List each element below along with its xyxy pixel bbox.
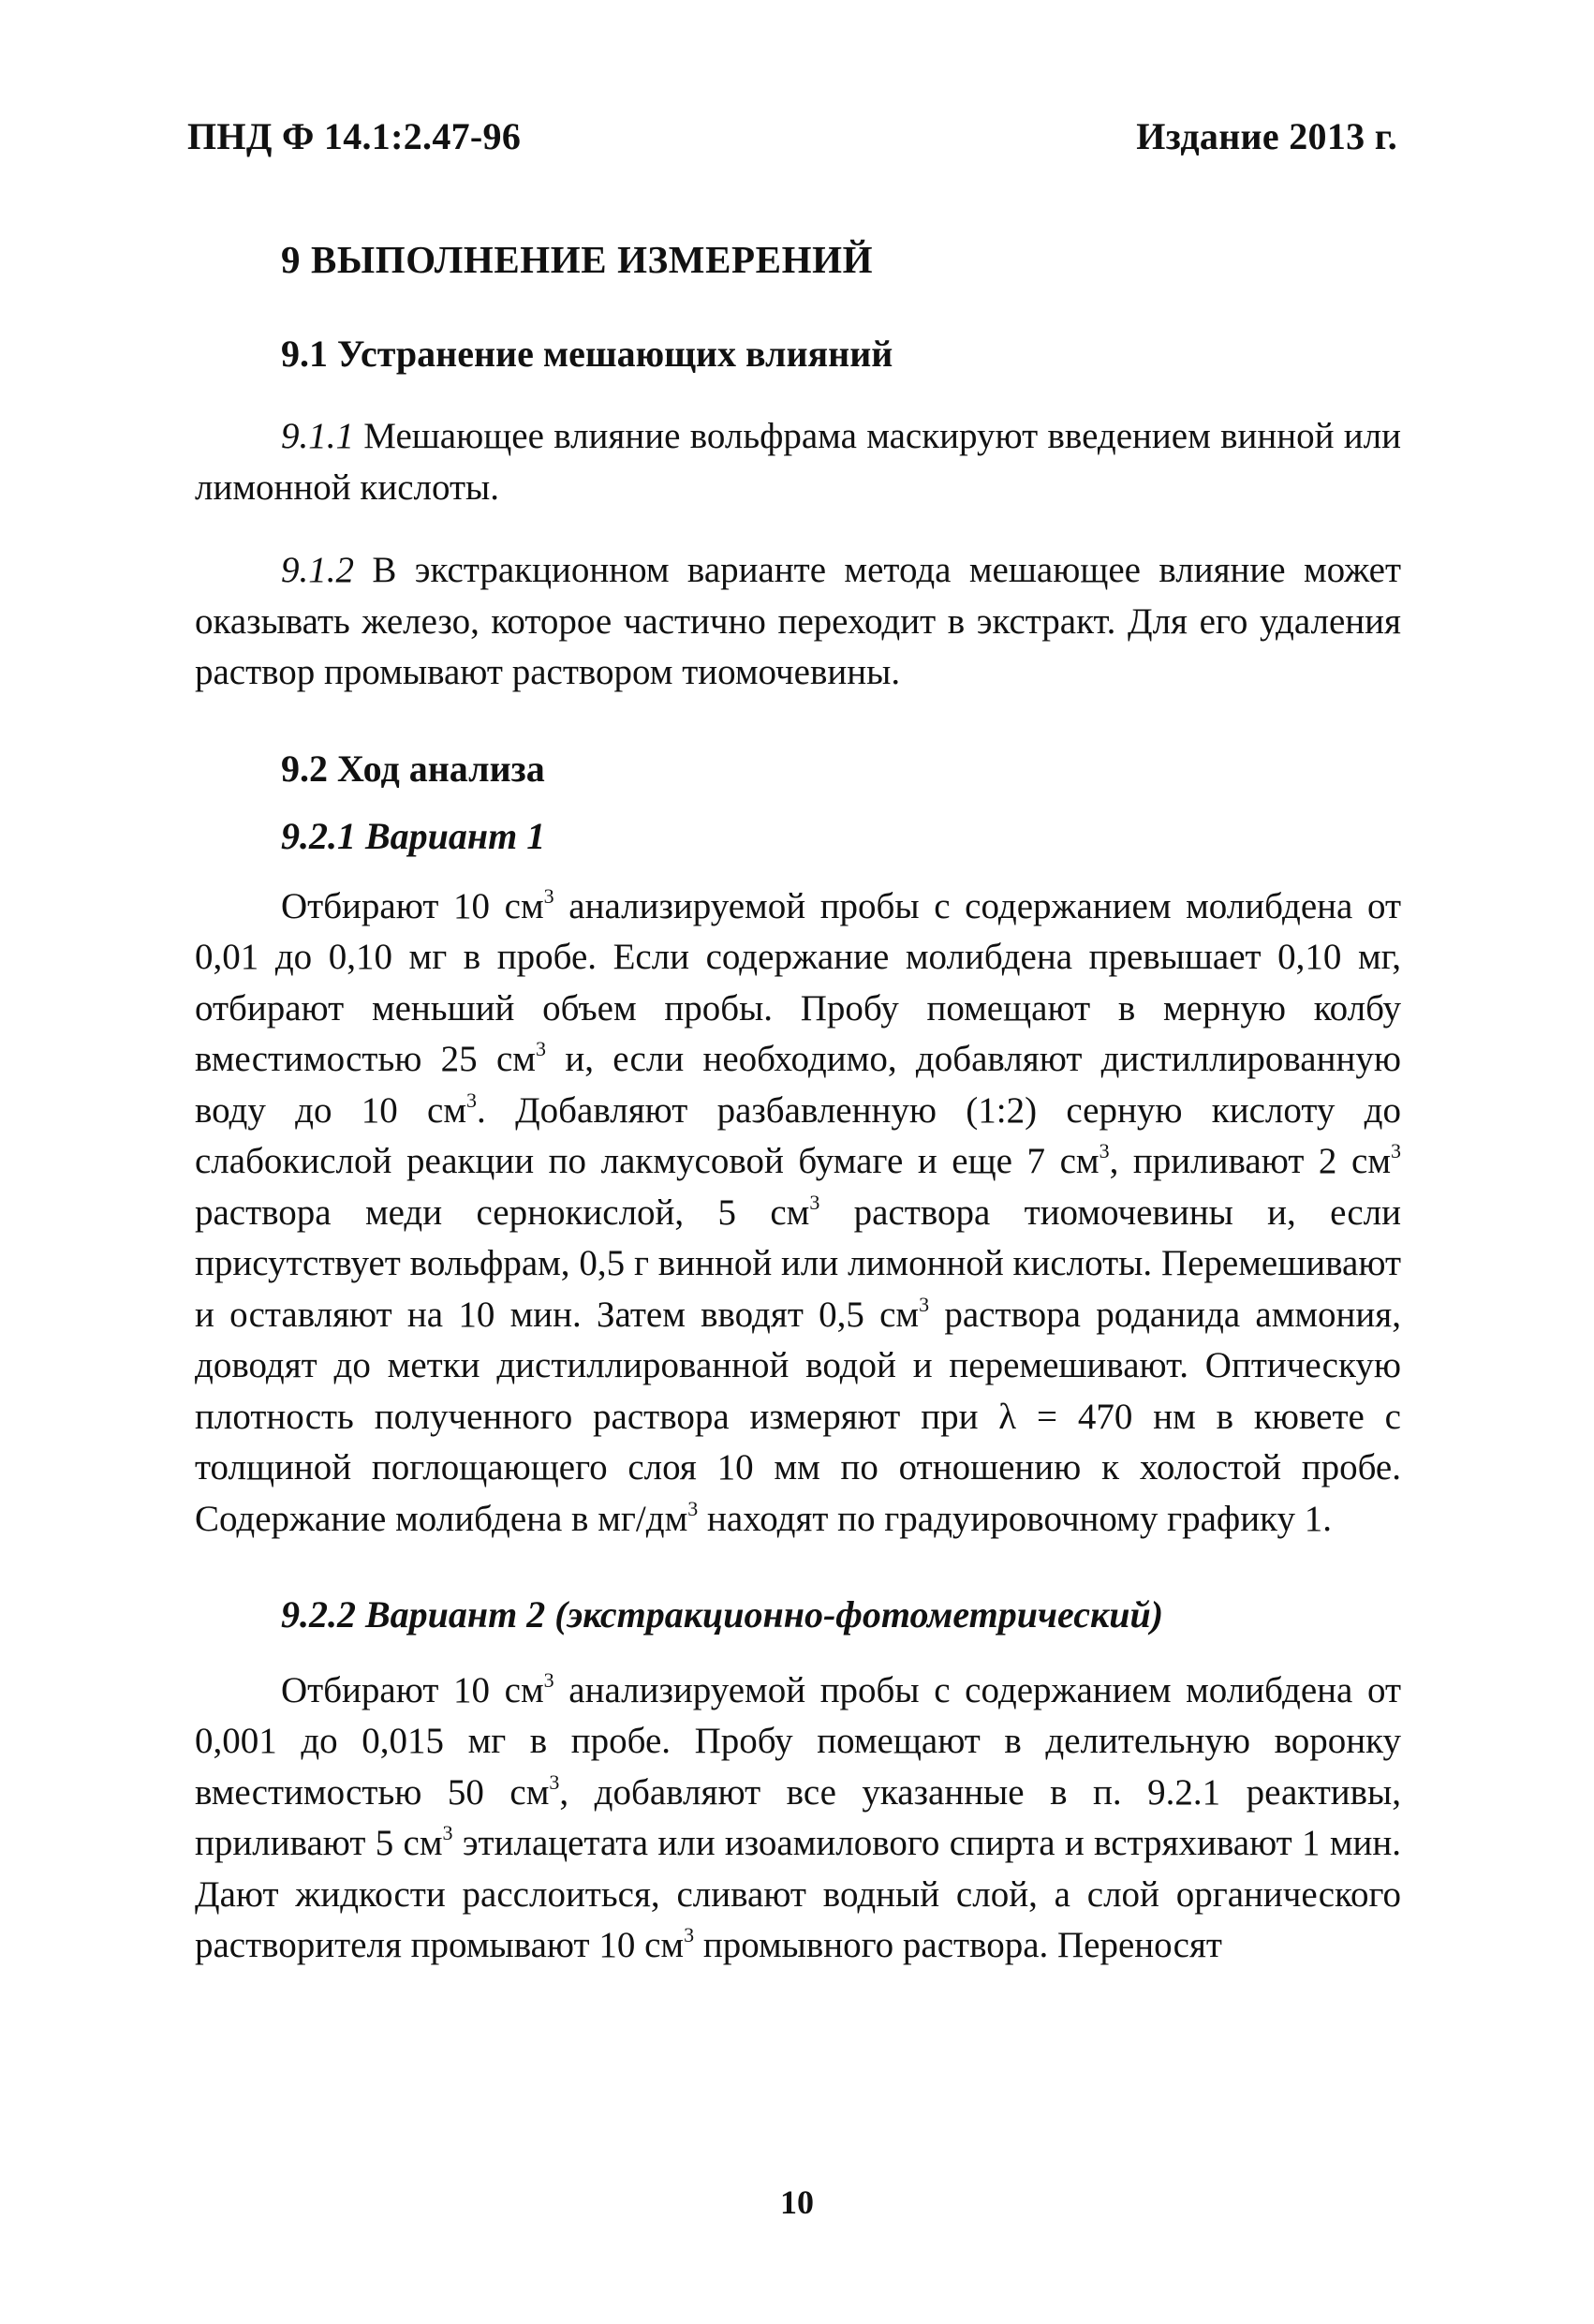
paragraph-9-1-1 bbox=[195, 411, 1401, 513]
superscript: 3 bbox=[1099, 1139, 1110, 1162]
page-number: 10 bbox=[780, 2183, 814, 2221]
superscript: 3 bbox=[809, 1190, 820, 1214]
subsection-heading-9-2-2: 9.2.2 Вариант 2 (экстракционно-фотометрический) bbox=[281, 1593, 1164, 1636]
section-heading-9-1: 9.1 Устранение мешающих влияний bbox=[281, 332, 893, 375]
superscript: 3 bbox=[442, 1821, 453, 1844]
paragraph-9-1-2 bbox=[195, 545, 1401, 699]
text-run: . Добавляют разбавленную (1:2) серную кислоту до слабокислой реакции по лакмусовой бумаге и еще 7 см bbox=[195, 1089, 1401, 1181]
subsection-heading-9-2-1: 9.2.1 Вариант 1 bbox=[281, 815, 546, 857]
clause-number: 9.1.2 bbox=[281, 550, 354, 590]
text-run: промывного раствора. Переносят bbox=[694, 1925, 1222, 1965]
text-run: этилацетата или изоамилового спирта и встряхивают 1 мин. Дают жидкости расслоиться, сливают водный слой, а слой органического растворителя промывают 10 см bbox=[195, 1823, 1401, 1965]
superscript: 3 bbox=[687, 1496, 699, 1520]
superscript: 3 bbox=[536, 1037, 546, 1060]
superscript: 3 bbox=[543, 1667, 554, 1692]
text-run: Отбирают 10 см bbox=[281, 1669, 544, 1710]
text-run: Отбирают 10 см bbox=[281, 885, 544, 926]
section-heading-9-2: 9.2 Ход анализа bbox=[281, 747, 545, 790]
superscript: 3 bbox=[549, 1769, 560, 1794]
clause-number: 9.1.1 bbox=[281, 416, 354, 456]
text-run: и, если необходимо, добавляют дистиллированную воду до 10 см bbox=[195, 1039, 1401, 1131]
chapter-heading: 9 ВЫПОЛНЕНИЕ ИЗМЕРЕНИЙ bbox=[281, 238, 874, 281]
text-run: , приливают 2 см bbox=[1109, 1141, 1391, 1181]
superscript: 3 bbox=[543, 883, 554, 908]
edition-label: Издание 2013 г. bbox=[1136, 115, 1397, 157]
text-run: раствора тиомочевины и, если присутствует вольфрам, 0,5 г винной или лимонной кислоты. Перемешивают и оставляют на 10 мин. Затем вводят 0,5 см bbox=[195, 1192, 1401, 1335]
superscript: 3 bbox=[1391, 1139, 1401, 1162]
text-run: анализируемой пробы с содержанием молибдена от 0,001 до 0,015 мг в пробе. Пробу помещают в делительную воронку вместимостью 50 см bbox=[195, 1669, 1401, 1813]
superscript: 3 bbox=[684, 1923, 695, 1947]
text-run: находят по градуировочному графику 1. bbox=[698, 1498, 1332, 1539]
superscript: 3 bbox=[466, 1088, 478, 1112]
text-run: анализируемой пробы с содержанием молибдена от 0,01 до 0,10 мг в пробе. Если содержание молибдена превышает 0,10 мг, отбирают меньший объем пробы. Пробу помещают в мерную колбу вместимостью 25 см bbox=[195, 885, 1401, 1079]
paragraph-text: В экстракционном варианте метода мешающее влияние может оказывать железо, которое частично переходит в экстракт. Для его удаления раствор промывают раствором тиомочевины. bbox=[195, 550, 1401, 692]
paragraph-variant-2 bbox=[195, 1665, 1401, 1972]
page-content bbox=[195, 234, 1401, 2004]
text-run: раствора меди сернокислой, 5 см bbox=[195, 1192, 810, 1233]
paragraph-text: Мешающее влияние вольфрама маскируют введением винной или лимонной кислоты. bbox=[195, 416, 1401, 508]
document-code: ПНД Ф 14.1:2.47-96 bbox=[187, 115, 522, 157]
superscript: 3 bbox=[919, 1292, 930, 1316]
text-run: раствора роданида аммония, доводят до метки дистиллированной водой и перемешивают. Оптическую плотность полученного раствора измеряют при λ = 470 нм в кювете с толщиной поглощающего слоя 10 мм по отношению к холостой пробе. Содержание молибдена в мг/дм bbox=[195, 1294, 1401, 1539]
text-run: , добавляют все указанные в п. 9.2.1 реактивы, приливают 5 см bbox=[195, 1771, 1401, 1863]
paragraph-variant-1 bbox=[195, 881, 1401, 1546]
